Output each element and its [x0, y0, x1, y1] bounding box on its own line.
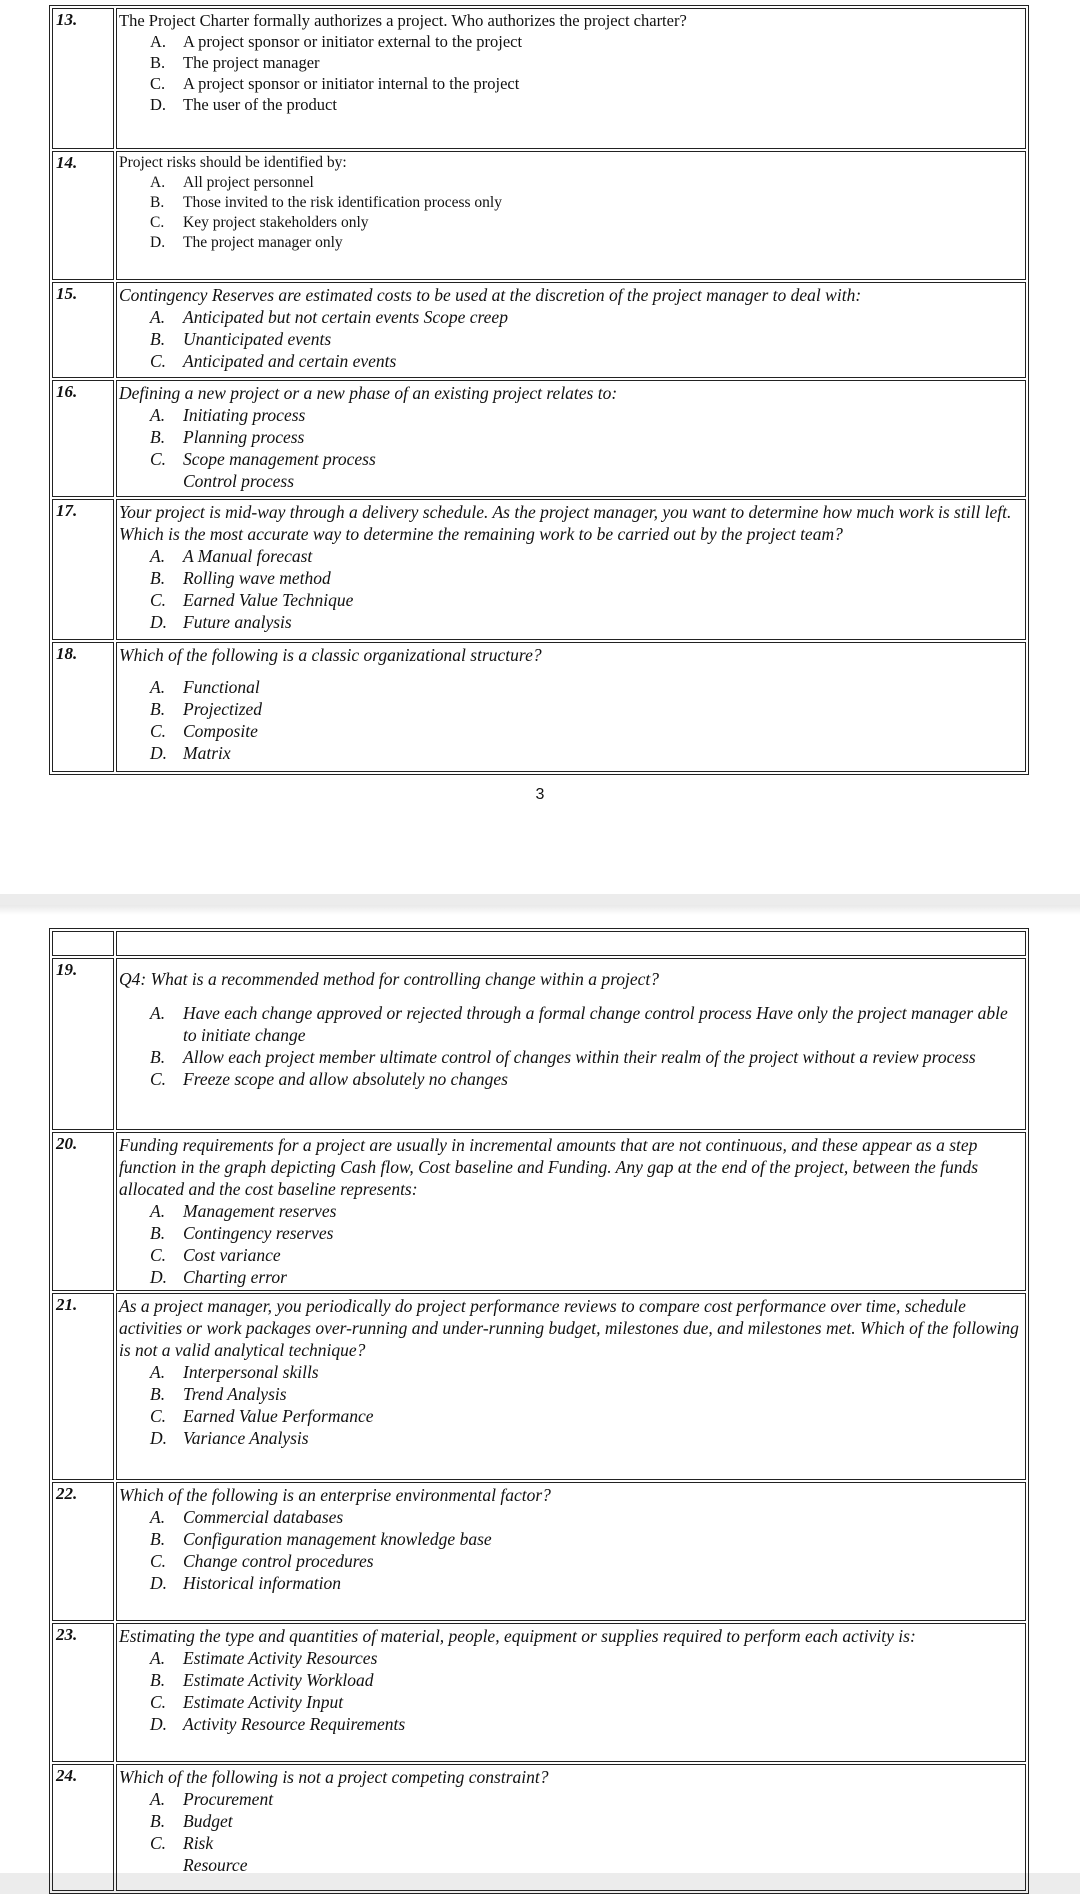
answer-option — [119, 94, 1023, 115]
option-text: Estimate Activity Input — [183, 1692, 344, 1712]
answer-option — [119, 1832, 1023, 1854]
option-letter: D. — [150, 234, 166, 251]
option-text: Management reserves — [183, 1201, 337, 1221]
option-letter: A. — [150, 32, 167, 51]
option-letter: C. — [150, 721, 167, 741]
option-letter: D. — [150, 1714, 168, 1734]
answer-option — [119, 611, 1023, 633]
answer-option — [119, 328, 1023, 350]
question-cell — [116, 1132, 1026, 1291]
option-letter: C. — [150, 1833, 167, 1853]
option-text: Configuration management knowledge base — [183, 1529, 492, 1549]
option-text: Cost variance — [183, 1245, 281, 1265]
option-text: Estimate Activity Resources — [183, 1648, 378, 1668]
option-letter: C. — [150, 1551, 167, 1571]
question-number: 19. — [52, 958, 114, 1130]
answer-option — [119, 1046, 1023, 1068]
question-row — [52, 380, 1026, 497]
question-text: Contingency Reserves are estimated costs to be used at the discretion of the project manager to deal with: — [119, 285, 862, 305]
option-text: Anticipated and certain events — [183, 351, 397, 371]
answer-options — [119, 404, 1023, 492]
option-text: The project manager — [183, 53, 320, 72]
answer-option — [119, 426, 1023, 448]
option-letter: B. — [150, 568, 166, 588]
option-letter: A. — [150, 307, 166, 327]
question-cell — [116, 282, 1026, 378]
option-letter: B. — [150, 1670, 166, 1690]
option-text: Composite — [183, 721, 258, 741]
option-text: The user of the product — [183, 95, 337, 114]
option-letter: B. — [150, 1047, 166, 1067]
option-letter: D. — [150, 743, 168, 763]
question-row — [52, 1764, 1026, 1891]
option-letter: D. — [150, 95, 167, 114]
question-row — [52, 1132, 1026, 1291]
question-number: 24. — [52, 1764, 114, 1891]
empty-cell — [116, 931, 1026, 956]
option-text: The project manager only — [183, 234, 343, 251]
answer-option — [119, 1528, 1023, 1550]
answer-options — [119, 1647, 1023, 1735]
question-text: Defining a new project or a new phase of an existing project relates to: — [119, 383, 618, 403]
answer-option — [119, 1244, 1023, 1266]
option-text: A project sponsor or initiator external to the project — [183, 32, 523, 51]
answer-options — [119, 1200, 1023, 1288]
answer-option — [119, 1550, 1023, 1572]
option-letter: A. — [150, 1507, 166, 1527]
option-text: Planning process — [183, 427, 305, 447]
answer-option — [119, 404, 1023, 426]
option-letter: B. — [150, 1223, 166, 1243]
document-page-1 — [0, 0, 1080, 894]
option-letter: B. — [150, 329, 166, 349]
question-number: 17. — [52, 499, 114, 640]
option-text: Rolling wave method — [183, 568, 331, 588]
option-text: Risk — [183, 1833, 214, 1853]
option-text: Variance Analysis — [183, 1428, 309, 1448]
option-text: Have each change approved or rejected through a formal change control process Have only the project manager able to initiate change — [183, 1003, 1008, 1045]
option-letter: C. — [150, 449, 167, 469]
option-letter: A. — [150, 1201, 166, 1221]
question-text: The Project Charter formally authorizes a project. Who authorizes the project charter? — [119, 11, 687, 30]
question-number: 20. — [52, 1132, 114, 1291]
option-letter: A. — [150, 677, 166, 697]
option-letter: B. — [150, 1811, 166, 1831]
answer-options — [119, 31, 1023, 115]
answer-option — [119, 698, 1023, 720]
option-letter: C. — [150, 1692, 167, 1712]
option-letter: A. — [150, 1648, 166, 1668]
answer-options — [119, 306, 1023, 372]
question-table-page-2 — [49, 928, 1029, 1894]
option-letter: C. — [150, 1069, 167, 1089]
option-letter: D. — [150, 1428, 168, 1448]
option-text: All project personnel — [183, 174, 314, 191]
answer-option — [119, 1068, 1023, 1090]
answer-option — [119, 213, 1023, 233]
answer-option — [119, 350, 1023, 372]
document-page-2 — [0, 905, 1080, 1873]
answer-options — [119, 1002, 1023, 1090]
answer-option — [119, 567, 1023, 589]
option-text: Interpersonal skills — [183, 1362, 319, 1382]
question-number: 18. — [52, 642, 114, 772]
answer-option — [119, 31, 1023, 52]
option-letter: D. — [150, 612, 168, 632]
question-text: As a project manager, you periodically do project performance reviews to compare cost performance over time, schedule activities or work packages over-running and under-running budget, milestones due, and milestones met. Which of the following is not a valid analytical technique? — [119, 1296, 1019, 1360]
option-letter: A. — [150, 174, 166, 191]
answer-option — [119, 1669, 1023, 1691]
question-text: Q4: What is a recommended method for controlling change within a project? — [119, 969, 659, 989]
question-text: Which of the following is not a project competing constraint? — [119, 1767, 549, 1787]
answer-option — [119, 470, 1023, 492]
answer-option — [119, 1361, 1023, 1383]
option-letter: D. — [150, 1267, 168, 1287]
option-letter: A. — [150, 1003, 166, 1023]
option-text: Procurement — [183, 1789, 274, 1809]
answer-option — [119, 1200, 1023, 1222]
question-cell — [116, 499, 1026, 640]
question-row — [52, 1623, 1026, 1762]
option-text: Projectized — [183, 699, 263, 719]
question-text: Your project is mid-way through a delivery schedule. As the project manager, you want to determine how much work is still left. Which is the most accurate way to determine the remaining work to be carried out by the project team? — [119, 502, 1012, 544]
question-cell — [116, 1764, 1026, 1891]
option-letter: C. — [150, 1406, 167, 1426]
option-text: A Manual forecast — [183, 546, 313, 566]
option-text: Matrix — [183, 743, 231, 763]
answer-options — [119, 1506, 1023, 1594]
option-letter: B. — [150, 699, 166, 719]
question-number: 13. — [52, 8, 114, 149]
empty-cell — [52, 931, 114, 956]
answer-option — [119, 1810, 1023, 1832]
option-letter: C. — [150, 74, 166, 93]
page-divider — [0, 905, 1080, 915]
answer-option — [119, 193, 1023, 213]
question-number: 16. — [52, 380, 114, 497]
empty-header-row — [52, 931, 1026, 956]
option-text: Functional — [183, 677, 260, 697]
question-table-page-1 — [49, 5, 1029, 775]
answer-options — [119, 676, 1023, 764]
option-text: Unanticipated events — [183, 329, 332, 349]
option-text: Charting error — [183, 1267, 287, 1287]
page-number: 3 — [535, 786, 545, 803]
answer-option — [119, 1002, 1023, 1046]
option-letter: A. — [150, 546, 166, 566]
answer-option — [119, 1222, 1023, 1244]
question-row — [52, 499, 1026, 640]
question-cell — [116, 151, 1026, 280]
option-text: Control process — [183, 471, 294, 491]
option-letter: C. — [150, 214, 165, 231]
option-text: Resource — [183, 1855, 248, 1875]
option-text: Estimate Activity Workload — [183, 1670, 374, 1690]
option-text: A project sponsor or initiator internal to the project — [183, 74, 520, 93]
question-text: Project risks should be identified by: — [119, 154, 347, 171]
question-number: 14. — [52, 151, 114, 280]
option-letter: A. — [150, 1789, 166, 1809]
answer-option — [119, 1405, 1023, 1427]
option-text: Key project stakeholders only — [183, 214, 369, 231]
question-number: 21. — [52, 1293, 114, 1480]
option-text: Historical information — [183, 1573, 341, 1593]
answer-options — [119, 173, 1023, 253]
answer-option — [119, 545, 1023, 567]
option-text: Activity Resource Requirements — [183, 1714, 406, 1734]
question-cell — [116, 8, 1026, 149]
option-letter: D. — [150, 1573, 168, 1593]
option-text: Freeze scope and allow absolutely no changes — [183, 1069, 508, 1089]
answer-option — [119, 173, 1023, 193]
option-text: Earned Value Technique — [183, 590, 354, 610]
option-letter: B. — [150, 1384, 166, 1404]
option-text: Commercial databases — [183, 1507, 344, 1527]
question-text: Funding requirements for a project are usually in incremental amounts that are not continuous, and these appear as a step function in the graph depicting Cash flow, Cost baseline and Funding. Any gap at the end of the project, between the funds allocated and the cost baseline represents: — [119, 1135, 979, 1199]
question-cell — [116, 958, 1026, 1130]
answer-option — [119, 1506, 1023, 1528]
option-letter: B. — [150, 427, 166, 447]
option-text: Future analysis — [183, 612, 292, 632]
option-text: Trend Analysis — [183, 1384, 287, 1404]
answer-option — [119, 1266, 1023, 1288]
option-text: Allow each project member ultimate control of changes within their realm of the project without a review process — [183, 1047, 976, 1067]
question-cell — [116, 1482, 1026, 1621]
option-text: Those invited to the risk identification process only — [183, 194, 502, 211]
answer-option — [119, 589, 1023, 611]
question-cell — [116, 380, 1026, 497]
question-text: Which of the following is a classic organizational structure? — [119, 645, 542, 665]
answer-option — [119, 1647, 1023, 1669]
option-text: Scope management process — [183, 449, 376, 469]
option-letter: A. — [150, 405, 166, 425]
answer-option — [119, 1788, 1023, 1810]
question-number: 22. — [52, 1482, 114, 1621]
answer-option — [119, 1383, 1023, 1405]
option-text: Earned Value Performance — [183, 1406, 374, 1426]
answer-option — [119, 676, 1023, 698]
answer-option — [119, 720, 1023, 742]
question-text: Which of the following is an enterprise environmental factor? — [119, 1485, 551, 1505]
option-text: Initiating process — [183, 405, 306, 425]
answer-option — [119, 742, 1023, 764]
option-letter: C. — [150, 1245, 167, 1265]
option-letter: B. — [150, 1529, 166, 1549]
question-number: 15. — [52, 282, 114, 378]
question-cell — [116, 642, 1026, 772]
question-text: Estimating the type and quantities of material, people, equipment or supplies required to perform each activity is: — [119, 1626, 916, 1646]
answer-option — [119, 73, 1023, 94]
option-text: Contingency reserves — [183, 1223, 334, 1243]
question-row — [52, 642, 1026, 772]
question-cell — [116, 1293, 1026, 1480]
answer-option — [119, 52, 1023, 73]
answer-options — [119, 545, 1023, 633]
question-row — [52, 1482, 1026, 1621]
option-text: Change control procedures — [183, 1551, 374, 1571]
question-number: 23. — [52, 1623, 114, 1762]
question-row — [52, 151, 1026, 280]
question-row — [52, 958, 1026, 1130]
option-letter: B. — [150, 194, 165, 211]
answer-option — [119, 306, 1023, 328]
answer-options — [119, 1361, 1023, 1449]
option-letter: C. — [150, 351, 167, 371]
question-cell — [116, 1623, 1026, 1762]
option-text: Anticipated but not certain events Scope creep — [183, 307, 508, 327]
question-row — [52, 282, 1026, 378]
question-row — [52, 1293, 1026, 1480]
question-row — [52, 8, 1026, 149]
answer-option — [119, 233, 1023, 253]
answer-option — [119, 1691, 1023, 1713]
answer-options — [119, 1788, 1023, 1876]
option-text: Budget — [183, 1811, 233, 1831]
answer-option — [119, 1427, 1023, 1449]
answer-option — [119, 1713, 1023, 1735]
answer-option — [119, 1572, 1023, 1594]
option-letter: A. — [150, 1362, 166, 1382]
answer-option — [119, 448, 1023, 470]
option-letter: C. — [150, 590, 167, 610]
option-letter: B. — [150, 53, 166, 72]
